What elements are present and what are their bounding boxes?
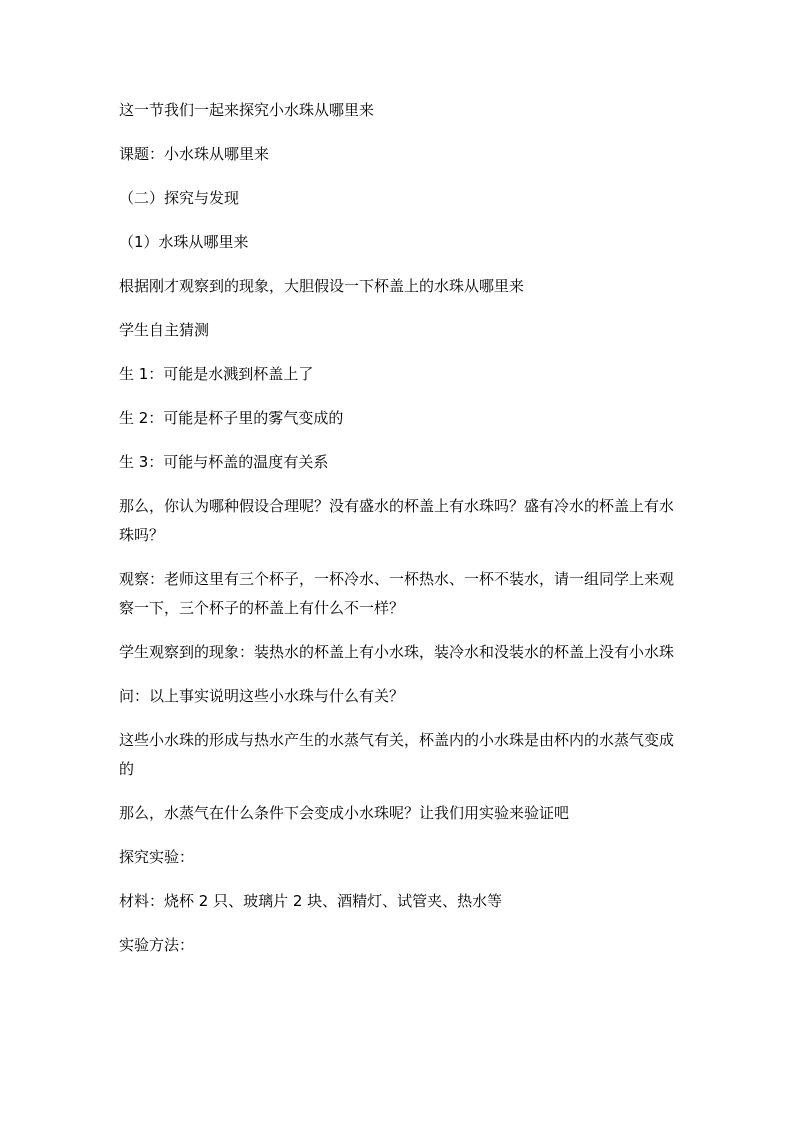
section-heading: （二）探究与发现 bbox=[119, 189, 240, 207]
subsection-heading: （1）水珠从哪里来 bbox=[119, 233, 249, 251]
paragraph-experiment-heading: 探究实验： bbox=[119, 848, 195, 866]
paragraph-student-2: 生 2：可能是杯子里的雾气变成的 bbox=[119, 409, 344, 427]
paragraph-transition: 那么，水蒸气在什么条件下会变成小水珠呢？让我们用实验来验证吧 bbox=[119, 804, 570, 822]
paragraph-conclusion: 这些小水珠的形成与热水产生的水蒸气有关，杯盖内的小水珠是由杯内的水蒸气变成的 bbox=[119, 731, 675, 778]
paragraph-observed-result: 学生观察到的现象：装热水的杯盖上有小水珠，装冷水和没装水的杯盖上没有小水珠 bbox=[119, 643, 675, 661]
paragraph-topic: 课题：小水珠从哪里来 bbox=[119, 145, 270, 163]
paragraph-student-guess: 学生自主猜测 bbox=[119, 321, 210, 339]
paragraph-materials: 材料：烧杯 2 只、玻璃片 2 块、酒精灯、试管夹、热水等 bbox=[119, 892, 503, 910]
document-body bbox=[119, 96, 679, 975]
paragraph-ask: 问：以上事实说明这些小水珠与什么有关？ bbox=[119, 687, 405, 705]
paragraph-method: 实验方法： bbox=[119, 936, 195, 954]
paragraph-observation: 观察：老师这里有三个杯子，一杯冷水、一杯热水、一杯不装水，请一组同学上来观察一下，三个杯子的杯盖上有什么不一样？ bbox=[119, 570, 675, 617]
paragraph-question: 那么，你认为哪种假设合理呢？没有盛水的杯盖上有水珠吗？盛有冷水的杯盖上有水珠吗？ bbox=[119, 497, 675, 544]
paragraph-hypothesis-prompt: 根据刚才观察到的现象，大胆假设一下杯盖上的水珠从哪里来 bbox=[119, 277, 525, 295]
paragraph-student-1: 生 1：可能是水溅到杯盖上了 bbox=[119, 365, 314, 383]
paragraph-intro: 这一节我们一起来探究小水珠从哪里来 bbox=[119, 101, 375, 119]
paragraph-student-3: 生 3：可能与杯盖的温度有关系 bbox=[119, 453, 329, 471]
